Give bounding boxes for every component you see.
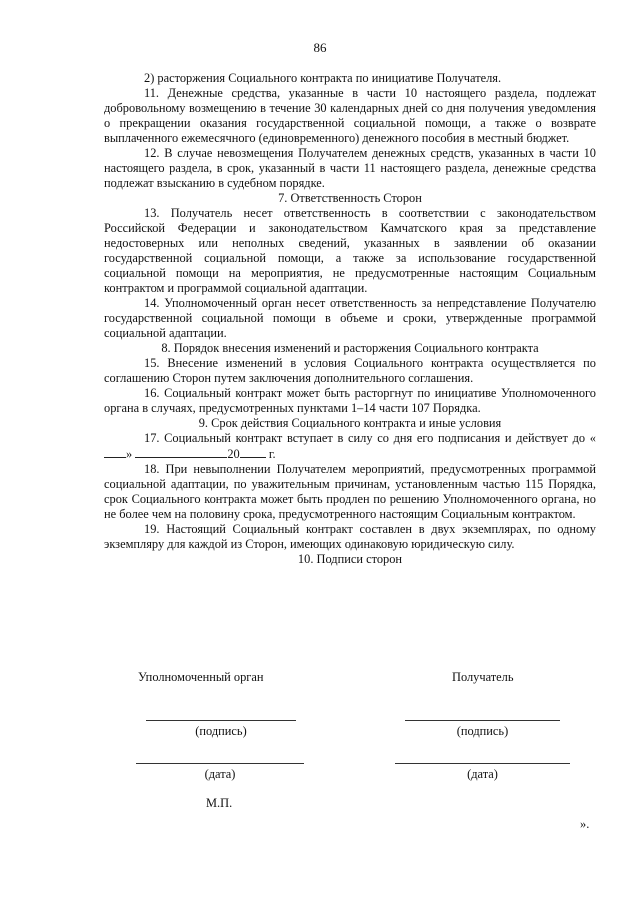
paragraph-14: 14. Уполномоченный орган несет ответственность за непредставление Получателю государственной социальной помощи в объеме и сроки, утвержденные программой социальной адаптации.	[104, 296, 596, 340]
paragraph-18: 18. При невыполнении Получателем мероприятий, предусмотренных программой социальной адаптации, по уважительным причинам, установленным частью 115 Порядка, срок Социального контракта может быть продлен по решению Уполномоченного органа, но не более чем на половину срока, предусмотренного настоящим Социальным контрактом.	[104, 462, 596, 521]
paragraph-11: 11. Денежные средства, указанные в части 10 настоящего раздела, подлежат добровольному возмещению в течение 30 календарных дней со дня получения уведомления о прекращении оказания государственной социальной помощи, а также о возврате выплаченного ежемесячного (единовременного) денежного пособия в местный бюджет.	[104, 86, 596, 145]
day-blank-line	[104, 446, 126, 458]
paragraph-2: 2) расторжения Социального контракта по инициативе Получателя.	[144, 71, 502, 85]
section-10-title: 10. Подписи сторон	[297, 552, 403, 566]
paragraph-12: 12. В случае невозмещения Получателем денежных средств, указанных в части 10 настоящего раздела, в срок, указанный в части 11 настоящего раздела, денежные средства подлежат взысканию в судебном порядке.	[104, 146, 596, 190]
right-signature-line	[405, 720, 560, 721]
right-party-label: Получатель	[452, 670, 514, 684]
section-9-title: 9. Срок действия Социального контракта и иные условия	[198, 416, 502, 430]
document-body	[104, 71, 596, 567]
paragraph-17-quote: »	[126, 447, 133, 461]
left-party-label: Уполномоченный орган	[138, 670, 264, 684]
paragraph-16: 16. Социальный контракт может быть расторгнут по инициативе Уполномоченного органа в случаях, предусмотренных пунктами 1–14 части 107 Порядка.	[104, 386, 596, 415]
right-date-line	[395, 763, 570, 764]
month-blank-line	[135, 446, 227, 458]
paragraph-19: 19. Настоящий Социальный контракт составлен в двух экземплярах, по одному экземпляру для каждой из Сторон, имеющих одинаковую юридическую силу.	[104, 522, 596, 551]
year-blank-line	[240, 446, 266, 458]
paragraph-13: 13. Получатель несет ответственность в соответствии с законодательством Российской Федерации и законодательством Камчатского края за представление недостоверных или неполных сведений, указанных в заявлении об оказании государственной социальной помощи, а также за использование государственной социальной помощи на мероприятия, не предусмотренные настоящим Социальным контрактом и программой социальной адаптации.	[104, 206, 596, 295]
closing-quote: ».	[580, 817, 590, 831]
paragraph-17-end: г.	[268, 447, 276, 461]
paragraph-17	[104, 431, 596, 462]
right-signature-label: (подпись)	[456, 724, 509, 738]
paragraph-17-text: 17. Социальный контракт вступает в силу со дня его подписания и действует	[144, 431, 568, 445]
stamp-place-label: М.П.	[206, 796, 233, 810]
right-date-label: (дата)	[467, 767, 498, 781]
section-7-title: 7. Ответственность Сторон	[278, 191, 422, 205]
section-8-title: 8. Порядок внесения изменений и расторжения Социального контракта	[161, 341, 539, 355]
left-signature-line	[146, 720, 296, 721]
page-number: 86	[313, 40, 327, 55]
left-date-line	[136, 763, 304, 764]
left-date-label: (дата)	[204, 767, 236, 781]
paragraph-15: 15. Внесение изменений в условия Социального контракта осуществляется по соглашению Сторон путем заключения дополнительного соглашения.	[104, 356, 596, 385]
left-signature-label: (подпись)	[195, 724, 247, 738]
paragraph-17-year: 20	[227, 447, 240, 461]
paragraph-17-until: до «	[572, 431, 596, 445]
